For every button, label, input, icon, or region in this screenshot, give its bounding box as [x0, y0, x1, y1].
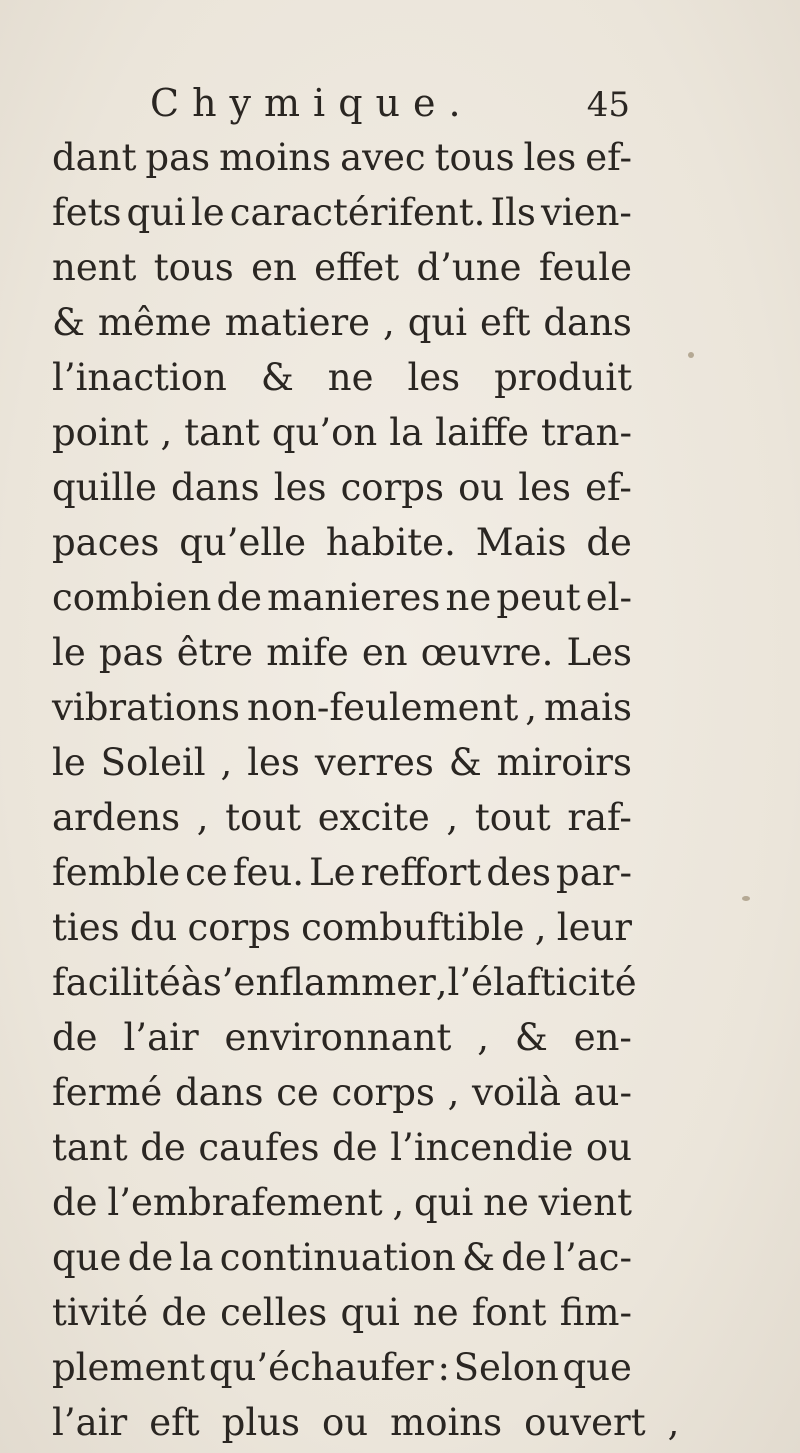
text-line: paces qu’elle habite. Mais de [52, 521, 632, 564]
text-line: nent tous en effet d’une feule [52, 246, 632, 289]
text-line: fermé dans ce corps , voilà au- [52, 1071, 632, 1114]
text-line: tant de caufes de l’incendie ou [52, 1126, 632, 1169]
text-line: que de la continuation & de l’ac- [52, 1236, 632, 1279]
running-head-title: Chymique. [150, 81, 474, 125]
text-line: & même matiere , qui eft dans [52, 301, 632, 344]
text-line: de l’air environnant , & en- [52, 1016, 632, 1059]
text-line: tivité de celles qui ne font fim- [52, 1291, 632, 1334]
text-line: le pas être mife en œuvre. Les [52, 631, 632, 674]
text-line: l’air eft plus ou moins ouvert , [52, 1401, 680, 1444]
text-line: femble ce feu. Le reffort des par- [52, 851, 632, 894]
text-line: combien de manieres ne peut el- [52, 576, 632, 619]
text-line: facilité à s’enflammer , l’élafticité [52, 961, 637, 1004]
text-line: l’inaction & ne les produit [52, 356, 632, 399]
paper-speck [742, 896, 750, 901]
text-line: le Soleil , les verres & miroirs [52, 741, 632, 784]
text-line: vibrations non-feulement , mais [52, 686, 632, 729]
text-line: plement qu’échaufer : Selon que [52, 1346, 632, 1389]
running-head [150, 78, 630, 128]
text-line: fets qui le caractérifent. Ils vien- [52, 191, 632, 234]
body-text [52, 130, 680, 1450]
text-line: dant pas moins avec tous les ef- [52, 136, 632, 179]
page-number: 45 [586, 85, 630, 125]
text-line: ties du corps combuftible , leur [52, 906, 632, 949]
text-line: ardens , tout excite , tout raf- [52, 796, 632, 839]
text-line: quille dans les corps ou les ef- [52, 466, 632, 509]
text-line: de l’embrafement , qui ne vient [52, 1181, 632, 1224]
text-line: point , tant qu’on la laiffe tran- [52, 411, 632, 454]
paper-speck [688, 352, 694, 358]
